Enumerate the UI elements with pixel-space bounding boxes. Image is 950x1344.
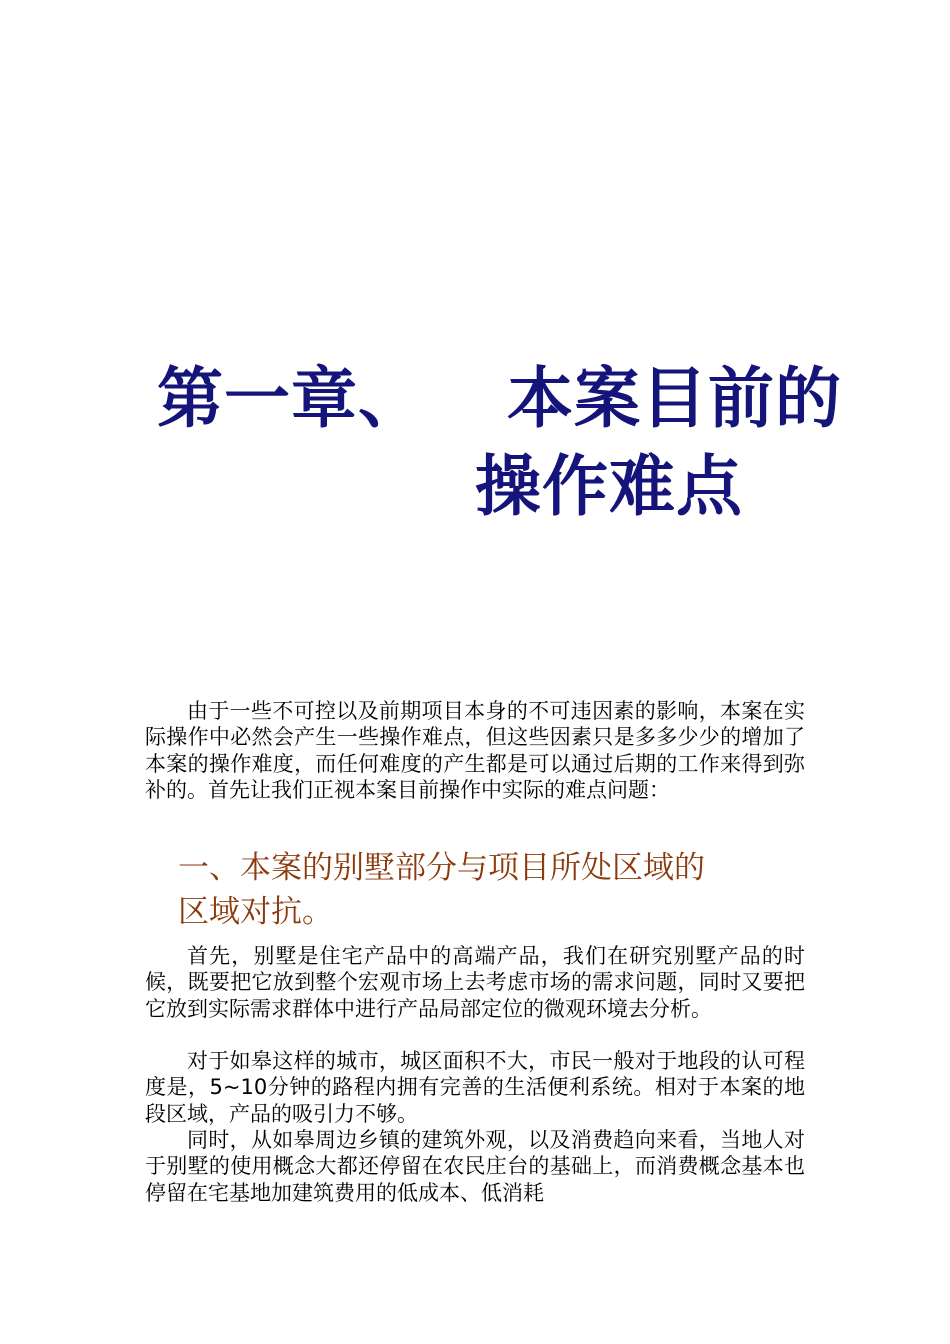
chapter-number: 第一章、: [157, 360, 425, 437]
body-paragraph: 首先，别墅是住宅产品中的高端产品，我们在研究别墅产品的时候，既要把它放到整个宏观市场上去考虑市场的需求问题，同时又要把它放到实际需求群体中进行产品局部定位的微观环境去分析。: [145, 944, 805, 1021]
chapter-title-text: 本案目前的: [507, 360, 842, 437]
chapter-title-line1: [157, 355, 842, 443]
body-paragraph: 同时，从如皋周边乡镇的建筑外观，以及消费趋向来看，当地人对于别墅的使用概念大都还停留在农民庄台的基础上，而消费概念基本也停留在宅基地加建筑费用的低成本、低消耗: [145, 1128, 805, 1205]
section-heading: [178, 846, 808, 934]
section-heading-line2: 区域对抗。: [178, 894, 333, 930]
intro-paragraph: 由于一些不可控以及前期项目本身的不可违因素的影响，本案在实际操作中必然会产生一些操作难点，但这些因素只是多多少少的增加了本案的操作难度，而任何难度的产生都是可以通过后期的工作来得到弥补的。首先让我们正视本案目前操作中实际的难点问题：: [145, 699, 805, 802]
chapter-title-line2: 操作难点: [475, 448, 743, 525]
body-paragraph: 对于如皋这样的城市，城区面积不大，市民一般对于地段的认可程度是，5~10分钟的路程内拥有完善的生活便利系统。相对于本案的地段区域，产品的吸引力不够。: [145, 1049, 805, 1126]
section-heading-line1: 一、本案的别墅部分与项目所处区域的: [178, 850, 705, 886]
